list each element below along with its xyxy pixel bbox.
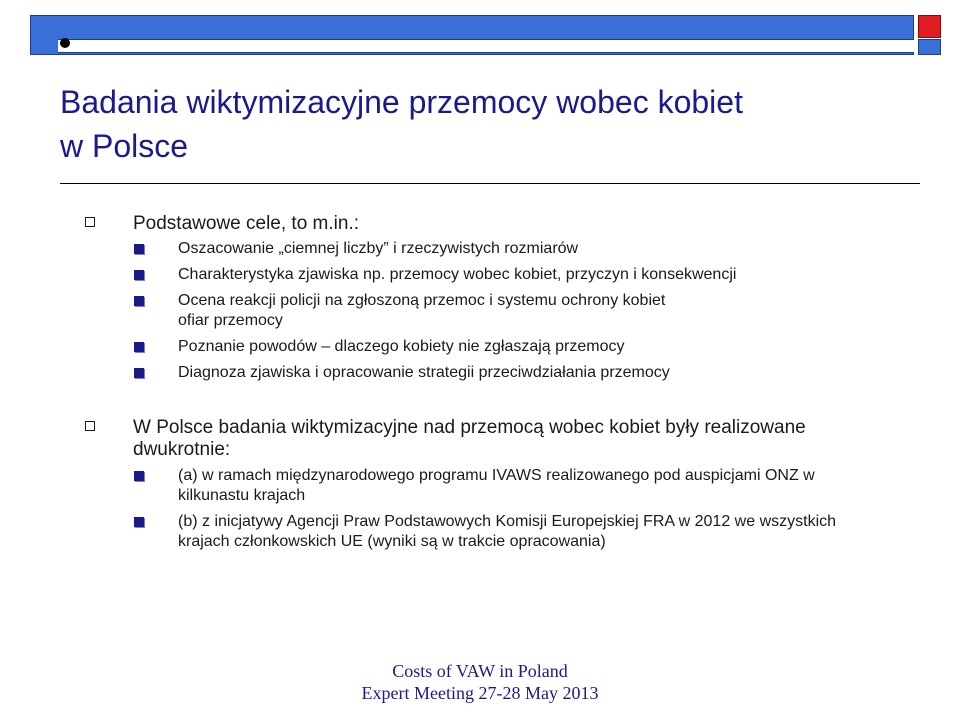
corner-square-blue — [918, 39, 941, 55]
section1-item-text: Diagnoza zjawiska i opracowanie strategii przeciwdziałania przemocy — [178, 364, 670, 381]
section1-heading: Podstawowe cele, to m.in.: — [133, 213, 359, 234]
section1-item-text: Poznanie powodów – dlaczego kobiety nie zgłaszają przemocy — [178, 338, 625, 355]
slide-title-line-1: Badania wiktymizacyjne przemocy wobec kobiet — [60, 84, 743, 120]
header-strip — [58, 39, 914, 53]
square-bullet-icon — [134, 368, 144, 378]
square-bullet-icon — [134, 517, 144, 527]
slide-title-line-2: w Polsce — [60, 128, 189, 164]
square-bullet-icon — [134, 270, 144, 280]
section1-item-text: Charakterystyka zjawiska np. przemocy wobec kobiet, przyczyn i konsekwencji — [178, 266, 737, 283]
square-bullet-icon — [134, 471, 144, 481]
corner-square-red — [918, 15, 941, 38]
header-dot — [60, 38, 70, 48]
slide-title — [60, 80, 880, 168]
title-divider — [60, 183, 920, 184]
section2-item-text: (b) z inicjatywy Agencji Praw Podstawowych Komisji Europejskiej FRA w 2012 we wszystkich krajach członkowskich UE (wyniki są w trakcie opracowania) — [178, 513, 837, 550]
section1-item-text: Ocena reakcji policji na zgłoszoną przemoc i systemu ochrony kobiet ofiar przemocy — [178, 292, 666, 329]
section2-heading: W Polsce badania wiktymizacyjne nad przemocą wobec kobiet były realizowane dwukrotnie: — [133, 417, 806, 460]
section1-item-text: Oszacowanie „ciemnej liczby” i rzeczywistych rozmiarów — [178, 240, 579, 257]
square-bullet-icon — [134, 244, 144, 254]
slide-footer — [280, 660, 680, 704]
footer-line-1: Costs of VAW in Poland — [392, 661, 568, 681]
section2-item-text: (a) w ramach międzynarodowego programu IVAWS realizowanego pod auspicjami ONZ w kilkunastu krajach — [178, 467, 815, 504]
square-bullet-icon — [134, 296, 144, 306]
open-square-bullet-icon — [85, 421, 95, 431]
open-square-bullet-icon — [85, 217, 95, 227]
footer-line-2: Expert Meeting 27-28 May 2013 — [361, 683, 599, 703]
square-bullet-icon — [134, 342, 144, 352]
